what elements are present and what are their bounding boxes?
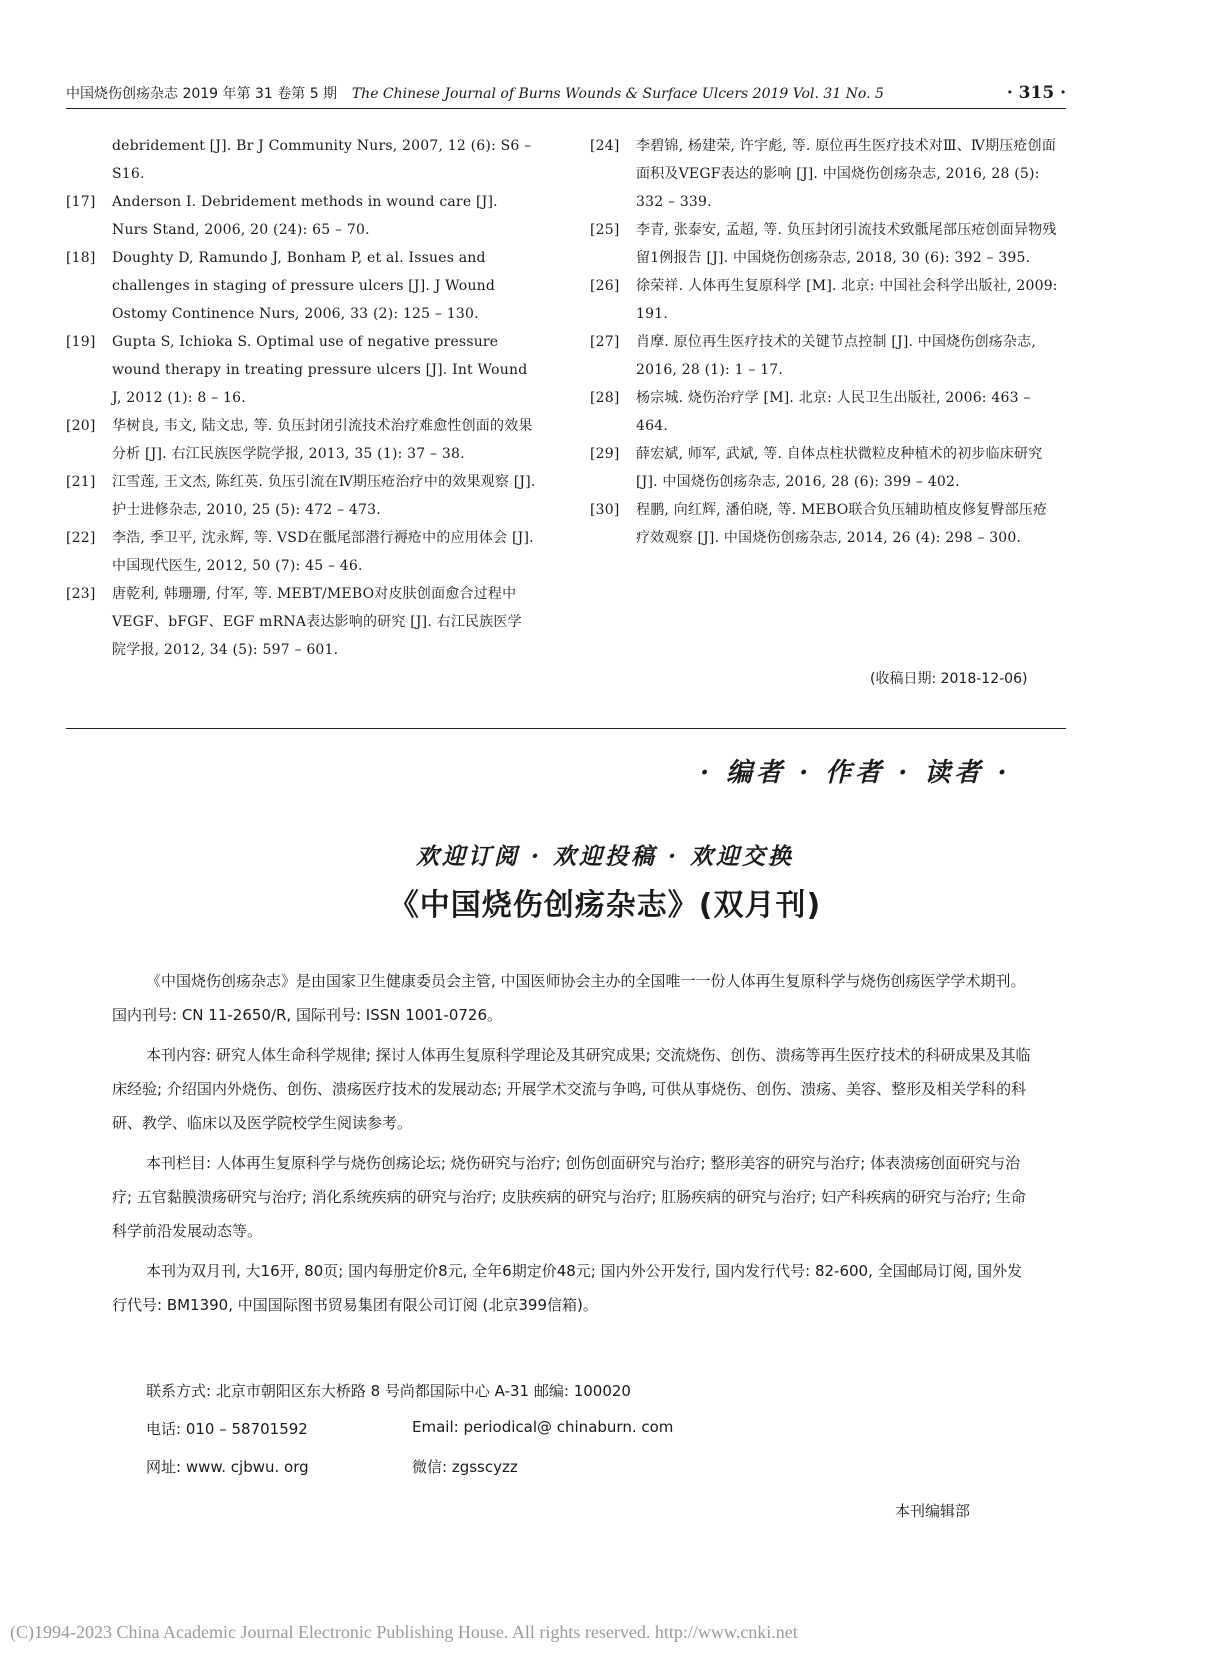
reference-number: [19] [66, 334, 96, 350]
reference-number: [24] [590, 138, 620, 154]
reference-text: 程鹏, 向红辉, 潘伯晓, 等. MEBO联合负压辅助植皮修复臀部压疮疗效观察 [J]. 中国烧伤创疡杂志, 2014, 26 (4): 298 – 300. [636, 502, 1048, 546]
reference-number: [23] [66, 586, 96, 602]
reference-number: [27] [590, 334, 620, 350]
reference-text: 李浩, 季卫平, 沈永辉, 等. VSD在骶尾部潜行褥疮中的应用体会 [J]. 中国现代医生, 2012, 50 (7): 45 – 46. [112, 530, 534, 574]
contact-address: 联系方式: 北京市朝阳区东大桥路 8 号尚都国际中心 A-31 邮编: 100020 [146, 1382, 631, 1400]
received-date: (收稿日期: 2018-12-06) [870, 671, 1028, 687]
contact-web-row [112, 1456, 1032, 1494]
header-journal-en: The Chinese Journal of Burns Wounds & Surface Ulcers 2019 Vol. 31 No. 5 [351, 86, 884, 102]
paragraph: 本刊内容: 研究人体生命科学规律; 探讨人体再生复原科学理论及其研究成果; 交流烧伤、创伤、溃疡等再生医疗技术的科研成果及其临床经验; 介绍国内外烧伤、创伤、溃疡医疗技术的发展动态; 开展学术交流与争鸣, 可供从事烧伤、创伤、溃疡、美容、整形及相关学科的科研、教学、临床以及医学院校学生阅读参考。 [112, 1046, 1031, 1132]
contact-phone: 电话: 010 – 58701592 [146, 1420, 308, 1438]
section-banner: · 编者 · 作者 · 读者 · [700, 758, 1011, 788]
reference-item [66, 188, 536, 244]
reference-item [66, 328, 536, 412]
reference-number: [21] [66, 474, 96, 490]
reference-item [66, 468, 536, 524]
journal-title: 《中国烧伤创疡杂志》(双月刊) [388, 888, 822, 923]
reference-number: [25] [590, 222, 620, 238]
reference-text: debridement [J]. Br J Community Nurs, 2007, 12 (6): S6 – S16. [112, 138, 532, 182]
header-journal [66, 78, 884, 109]
reference-item [590, 216, 1060, 272]
contact-website: 网址: www. cjbwu. org [146, 1458, 309, 1476]
reference-item [590, 328, 1060, 384]
reference-text: 肖摩. 原位再生医疗技术的关键节点控制 [J]. 中国烧伤创疡杂志, 2016, 28 (1): 1 – 17. [636, 334, 1037, 378]
reference-text: 李青, 张泰安, 孟超, 等. 负压封闭引流技术致骶尾部压疮创面异物残留1例报告 [J]. 中国烧伤创疡杂志, 2018, 30 (6): 392 – 395. [636, 222, 1057, 266]
reference-item [66, 412, 536, 468]
contact-wechat: 微信: zgsscyzz [412, 1458, 518, 1476]
page-number: · 315 · [1006, 83, 1066, 103]
contact-email: Email: periodical@ chinaburn. com [412, 1418, 674, 1436]
reference-text: Anderson I. Debridement methods in wound care [J]. Nurs Stand, 2006, 20 (24): 65 – 70. [112, 194, 498, 238]
reference-item [66, 132, 536, 188]
reference-item [590, 440, 1060, 496]
reference-item [590, 272, 1060, 328]
reference-item [590, 384, 1060, 440]
reference-text: Gupta S, Ichioka S. Optimal use of negative pressure wound therapy in treating pressure ulcers [J]. Int Wound J, 2012 (1): 8 – 16. [112, 334, 528, 406]
header-journal-cn: 中国烧伤创疡杂志 2019 年第 31 卷第 5 期 [66, 86, 338, 102]
paragraph: 《中国烧伤创疡杂志》是由国家卫生健康委员会主管, 中国医师协会主办的全国唯一一份人体再生复原科学与烧伤创疡医学学术期刊。国内刊号: CN 11-2650/R, 国际刊号: ISSN 1001-0726。 [112, 972, 1026, 1024]
paragraph: 本刊栏目: 人体再生复原科学与烧伤创疡论坛; 烧伤研究与治疗; 创伤创面研究与治疗; 整形美容的研究与治疗; 体表溃疡创面研究与治疗; 五官黏膜溃疡研究与治疗; 消化系统疾病的研究与治疗; 皮肤疾病的研究与治疗; 肛肠疾病的研究与治疗; 妇产科疾病的研究与治疗; 生命科学前沿发展动态等。 [112, 1154, 1026, 1240]
reference-number: [17] [66, 194, 96, 210]
reference-item [66, 244, 536, 328]
references-left-column [66, 132, 536, 664]
reference-text: 李碧锦, 杨建荣, 许宇彪, 等. 原位再生医疗技术对Ⅲ、Ⅳ期压疮创面面积及VEGF表达的影响 [J]. 中国烧伤创疡杂志, 2016, 28 (5): 332 – 339. [636, 138, 1057, 210]
reference-number: [20] [66, 418, 96, 434]
announcement-body [112, 964, 1032, 1328]
copyright-watermark: (C)1994-2023 China Academic Journal Electronic Publishing House. All rights reserved. http://www.cnki.net [10, 1622, 798, 1642]
editorial-signature: 本刊编辑部 [895, 1502, 971, 1520]
reference-item [66, 580, 536, 664]
reference-number: [22] [66, 530, 96, 546]
reference-text: 杨宗城. 烧伤治疗学 [M]. 北京: 人民卫生出版社, 2006: 463 – 464. [636, 390, 1031, 434]
reference-item [590, 132, 1060, 216]
reference-number: [28] [590, 390, 620, 406]
reference-item [66, 524, 536, 580]
reference-text: 华树良, 韦文, 陆文忠, 等. 负压封闭引流技术治疗难愈性创面的效果分析 [J]. 右江民族医学院学报, 2013, 35 (1): 37 – 38. [112, 418, 533, 462]
reference-number: [18] [66, 250, 96, 266]
reference-item [590, 496, 1060, 552]
reference-text: 江雪莲, 王文杰, 陈红英. 负压引流在Ⅳ期压疮治疗中的效果观察 [J]. 护士进修杂志, 2010, 25 (5): 472 – 473. [112, 474, 536, 518]
running-header [66, 78, 1066, 109]
welcome-line: 欢迎订阅 · 欢迎投稿 · 欢迎交换 [415, 843, 795, 870]
reference-number: [26] [590, 278, 620, 294]
reference-number: [29] [590, 446, 620, 462]
reference-text: 徐荣祥. 人体再生复原科学 [M]. 北京: 中国社会科学出版社, 2009: 191. [636, 278, 1058, 322]
contact-address-row [112, 1380, 1032, 1418]
references-right-column [590, 132, 1060, 552]
reference-text: 唐乾利, 韩珊珊, 付军, 等. MEBT/MEBO对皮肤创面愈合过程中VEGF、bFGF、EGF mRNA表达影响的研究 [J]. 右江民族医学院学报, 2012, 34 (5): 597 – 601. [112, 586, 522, 658]
contact-info [112, 1380, 1032, 1494]
contact-phone-row [112, 1418, 1032, 1456]
reference-text: 薛宏斌, 师军, 武斌, 等. 自体点柱状微粒皮种植术的初步临床研究 [J]. 中国烧伤创疡杂志, 2016, 28 (6): 399 – 402. [636, 446, 1043, 490]
reference-number: [30] [590, 502, 620, 518]
reference-text: Doughty D, Ramundo J, Bonham P, et al. Issues and challenges in staging of pressure ulcers [J]. J Wound Ostomy Continence Nurs, 2006, 33 (2): 125 – 130. [112, 250, 496, 322]
paragraph: 本刊为双月刊, 大16开, 80页; 国内每册定价8元, 全年6期定价48元; 国内外公开发行, 国内发行代号: 82-600, 全国邮局订阅, 国外发行代号: BM1390, 中国国际图书贸易集团有限公司订阅 (北京399信箱)。 [112, 1262, 1023, 1314]
section-divider [66, 728, 1066, 729]
